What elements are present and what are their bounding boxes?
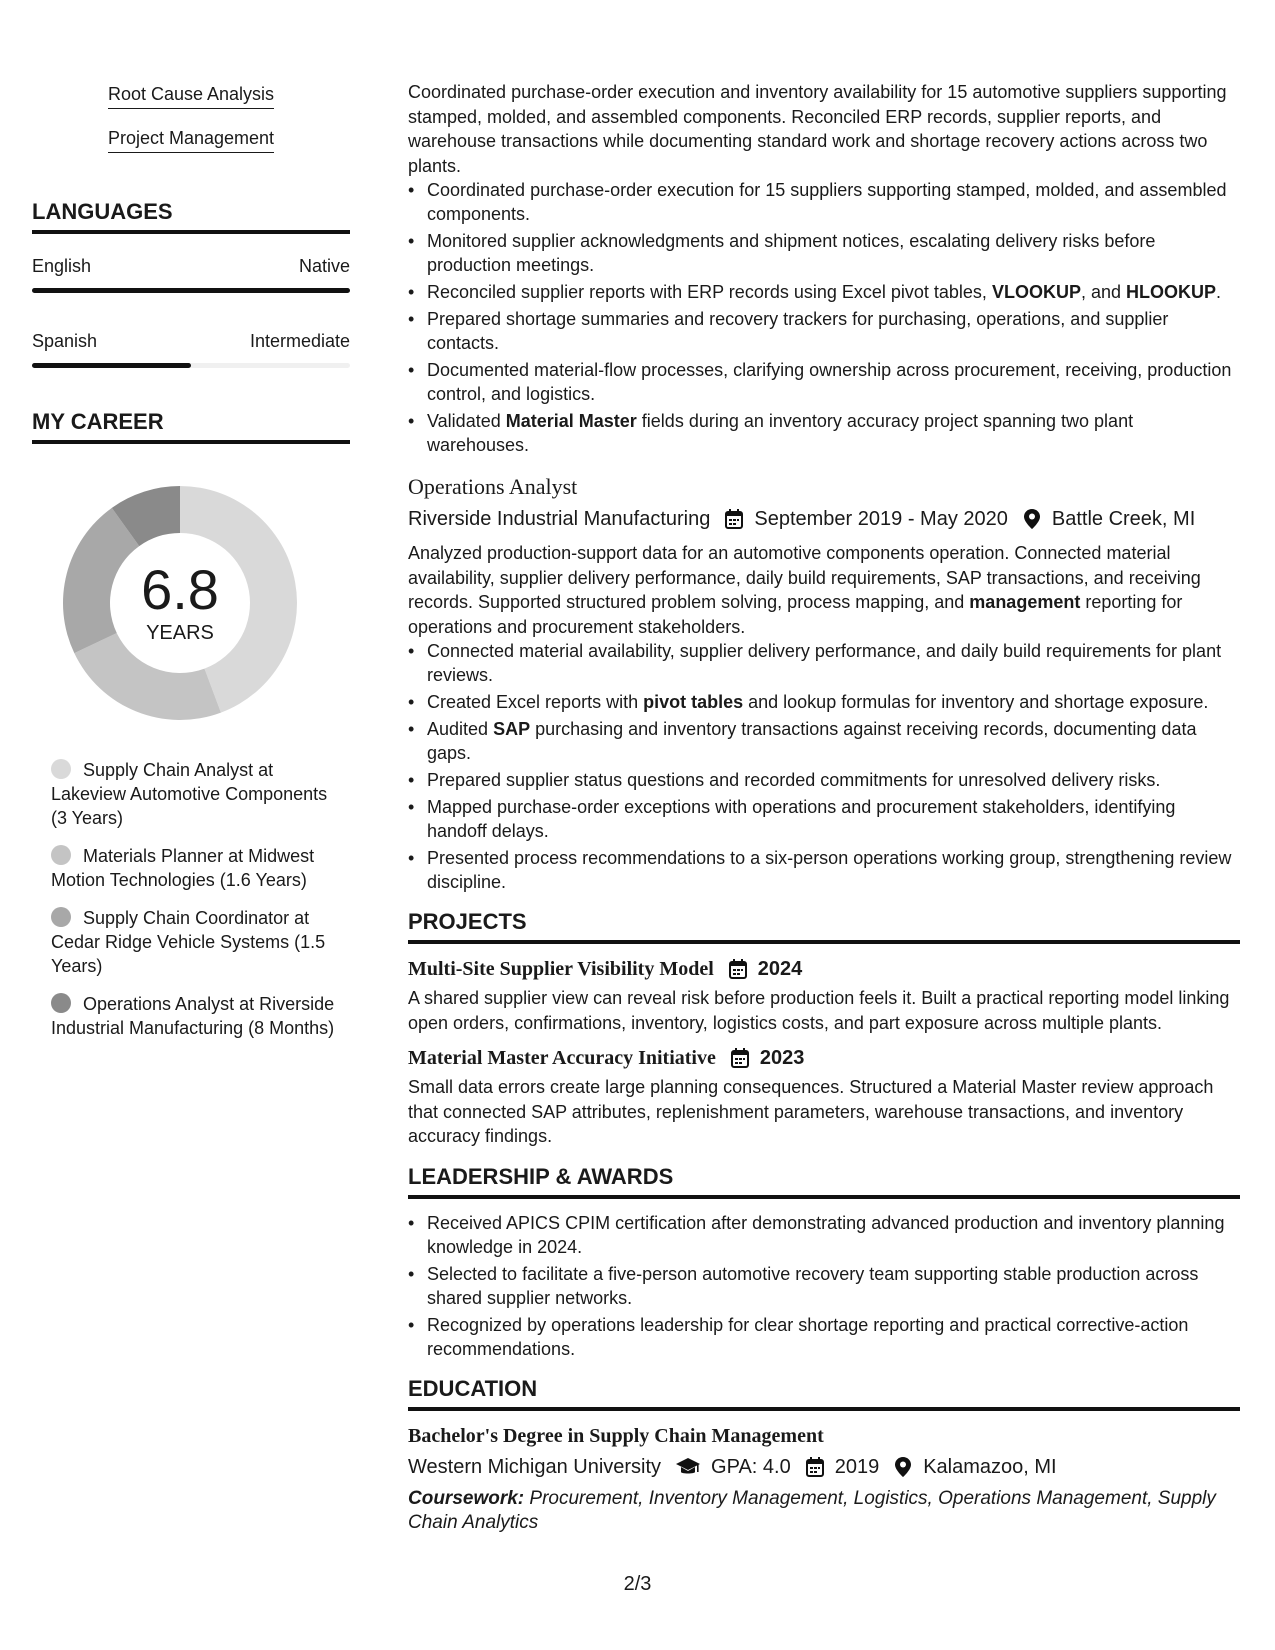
career-heading: MY CAREER xyxy=(32,408,350,444)
award-item: • Received APICS CPIM certification after demonstrating advanced production and inventory planning knowledge in 2024. xyxy=(408,1211,1240,1259)
job-meta xyxy=(408,505,1240,533)
project-title: Material Master Accuracy Initiative xyxy=(408,1047,716,1069)
project-title-row xyxy=(408,1045,1240,1071)
project-item xyxy=(408,1045,1240,1149)
legend-dot-icon xyxy=(51,845,71,865)
legend-dot-icon xyxy=(51,759,71,779)
language-level: Intermediate xyxy=(249,331,350,351)
bullet-text: Reconciled supplier reports with ERP records using Excel pivot tables, xyxy=(427,282,992,302)
job-bullet: • Coordinated purchase-order execution for 15 suppliers supporting stamped, molded, and assembled components. xyxy=(408,178,1240,226)
coursework-label: Coursework: xyxy=(408,1487,525,1509)
language-item xyxy=(32,329,350,368)
bullet-text: Validated xyxy=(427,411,506,431)
calendar-icon xyxy=(730,1047,750,1069)
awards-heading: LEADERSHIP & AWARDS xyxy=(408,1163,1240,1199)
bullet-text: , and xyxy=(1080,282,1126,302)
career-legend-label: Operations Analyst at Riverside Industrial Manufacturing (8 Months) xyxy=(51,994,335,1038)
career-total-value: 6.8 xyxy=(141,558,219,621)
bullet-text: fields during an inventory accuracy project spanning two plant warehouses. xyxy=(427,411,1134,455)
languages-heading: LANGUAGES xyxy=(32,198,350,234)
bullet-emphasis: pivot tables xyxy=(643,692,744,712)
bullet-text: Audited xyxy=(427,719,494,739)
language-name: Spanish xyxy=(32,331,98,351)
project-description: A shared supplier view can reveal risk before production feels it. Built a practical reporting model linking open orders, confirmations, inventory, logistics costs, and part exposure across multiple plants. xyxy=(408,988,1230,1033)
job-bullet: • Connected material availability, supplier delivery performance, and daily build requirements for plant reviews. xyxy=(408,639,1240,687)
career-legend-item xyxy=(51,992,341,1040)
job-company: Riverside Industrial Manufacturing xyxy=(408,508,711,530)
legend-dot-icon xyxy=(51,907,71,927)
career-legend-label: Materials Planner at Midwest Motion Technologies (1.6 Years) xyxy=(51,846,315,890)
career-legend-item xyxy=(51,758,341,830)
career-total-unit: YEARS xyxy=(146,622,214,644)
language-proficiency-bar xyxy=(32,363,350,368)
project-year: 2023 xyxy=(759,1047,805,1069)
job-bullet xyxy=(408,717,1240,765)
coursework-list: Procurement, Inventory Management, Logistics, Operations Management, Supply Chain Analytics xyxy=(408,1487,1216,1533)
career-legend-label: Supply Chain Analyst at Lakeview Automotive Components (3 Years) xyxy=(51,760,328,828)
award-item: • Selected to facilitate a five-person automotive recovery team supporting stable production across shared supplier networks. xyxy=(408,1262,1240,1310)
legend-dot-icon xyxy=(51,993,71,1013)
skill-tag: Root Cause Analysis xyxy=(108,82,274,109)
job-title: Operations Analyst xyxy=(408,474,578,499)
bullet-text: . xyxy=(1216,282,1222,302)
career-legend-item xyxy=(51,844,341,892)
project-description: Small data errors create large planning consequences. Structured a Material Master review approach that connected SAP attributes, replenishment parameters, warehouse transactions, and inventory accuracy findings. xyxy=(408,1077,1214,1146)
projects-heading: PROJECTS xyxy=(408,908,1240,944)
job-bullet: • Prepared shortage summaries and recovery trackers for purchasing, operations, and supplier contacts. xyxy=(408,307,1240,355)
location-pin-icon xyxy=(1022,508,1042,530)
job-bullet: • Prepared supplier status questions and recorded commitments for unresolved delivery risks. xyxy=(408,768,1240,792)
graduation-year: 2019 xyxy=(834,1455,880,1478)
gpa: GPA: 4.0 xyxy=(711,1455,791,1478)
degree-title: Bachelor's Degree in Supply Chain Management xyxy=(408,1424,824,1447)
calendar-icon xyxy=(805,1456,825,1478)
bullet-emphasis: SAP xyxy=(493,719,531,739)
graduation-cap-icon xyxy=(675,1456,701,1478)
bullet-text: purchasing and inventory transactions against receiving records, documenting data gaps. xyxy=(427,719,1197,763)
bullet-text: and lookup formulas for inventory and shortage exposure. xyxy=(743,692,1209,712)
school-name: Western Michigan University xyxy=(408,1455,662,1478)
career-legend-label: Supply Chain Coordinator at Cedar Ridge Vehicle Systems (1.5 Years) xyxy=(51,908,326,976)
project-item xyxy=(408,956,1240,1035)
language-proficiency-fill xyxy=(32,363,191,368)
bullet-emphasis: VLOOKUP xyxy=(991,282,1081,302)
language-proficiency-bar xyxy=(32,288,350,293)
career-donut-center xyxy=(55,478,305,728)
job-summary xyxy=(408,541,1240,639)
skill-tag: Project Management xyxy=(108,126,274,153)
job-dates: September 2019 - May 2020 xyxy=(754,508,1008,530)
location-pin-icon xyxy=(893,1456,913,1478)
job-bullet: • Mapped purchase-order exceptions with operations and procurement stakeholders, identifying handoff delays. xyxy=(408,795,1240,843)
coursework xyxy=(408,1487,1240,1535)
bullet-emphasis: Material Master xyxy=(505,411,637,431)
job-bullet xyxy=(408,409,1240,457)
bullet-text: Created Excel reports with xyxy=(427,692,644,712)
language-level: Native xyxy=(298,256,350,276)
calendar-icon xyxy=(728,958,748,980)
main-column xyxy=(408,80,1240,1535)
summary-emphasis: management xyxy=(969,592,1081,612)
project-title-row xyxy=(408,956,1240,982)
bullet-emphasis: HLOOKUP xyxy=(1126,282,1216,302)
summary-text: Analyzed production-support data for an automotive components operation. Connected material availability, supplier delivery performance, daily build requirements, SAP transactions, and receiving records. Supported structured problem solving, process mapping, and xyxy=(408,543,1201,612)
education-meta xyxy=(408,1453,1240,1481)
job-summary: Coordinated purchase-order execution and inventory availability for 15 automotive suppliers supporting stamped, molded, and assembled components. Reconciled ERP records, supplier reports, and warehouse transactions while documenting standard work and shortage recovery actions across two plants. xyxy=(408,82,1227,176)
project-title: Multi-Site Supplier Visibility Model xyxy=(408,958,714,980)
job-bullet xyxy=(408,280,1240,304)
career-donut-chart xyxy=(55,478,305,728)
job-bullet: • Presented process recommendations to a six-person operations working group, strengthening review discipline. xyxy=(408,846,1240,894)
calendar-icon xyxy=(724,508,744,530)
language-name: English xyxy=(32,256,92,276)
language-item xyxy=(32,254,350,293)
project-year: 2024 xyxy=(757,958,803,980)
job-bullets xyxy=(408,178,1240,457)
summary-text: reporting for operations and procurement stakeholders. xyxy=(408,592,1183,637)
job-bullet xyxy=(408,690,1240,714)
skills-list xyxy=(32,82,350,170)
job-location: Battle Creek, MI xyxy=(1051,508,1196,530)
education-heading: EDUCATION xyxy=(408,1375,1240,1411)
awards-list xyxy=(408,1211,1240,1361)
job-bullet: • Documented material-flow processes, clarifying ownership across procurement, receiving, production control, and logistics. xyxy=(408,358,1240,406)
award-item: • Recognized by operations leadership for clear shortage reporting and practical corrective-action recommendations. xyxy=(408,1313,1240,1361)
career-legend-item xyxy=(51,906,341,978)
school-location: Kalamazoo, MI xyxy=(923,1455,1057,1478)
sidebar xyxy=(32,82,350,1054)
job-bullets xyxy=(408,639,1240,894)
page-number: 2/3 xyxy=(623,1573,652,1595)
job-bullet: • Monitored supplier acknowledgments and shipment notices, escalating delivery risks before production meetings. xyxy=(408,229,1240,277)
language-proficiency-fill xyxy=(32,288,350,293)
career-legend xyxy=(51,758,341,1040)
